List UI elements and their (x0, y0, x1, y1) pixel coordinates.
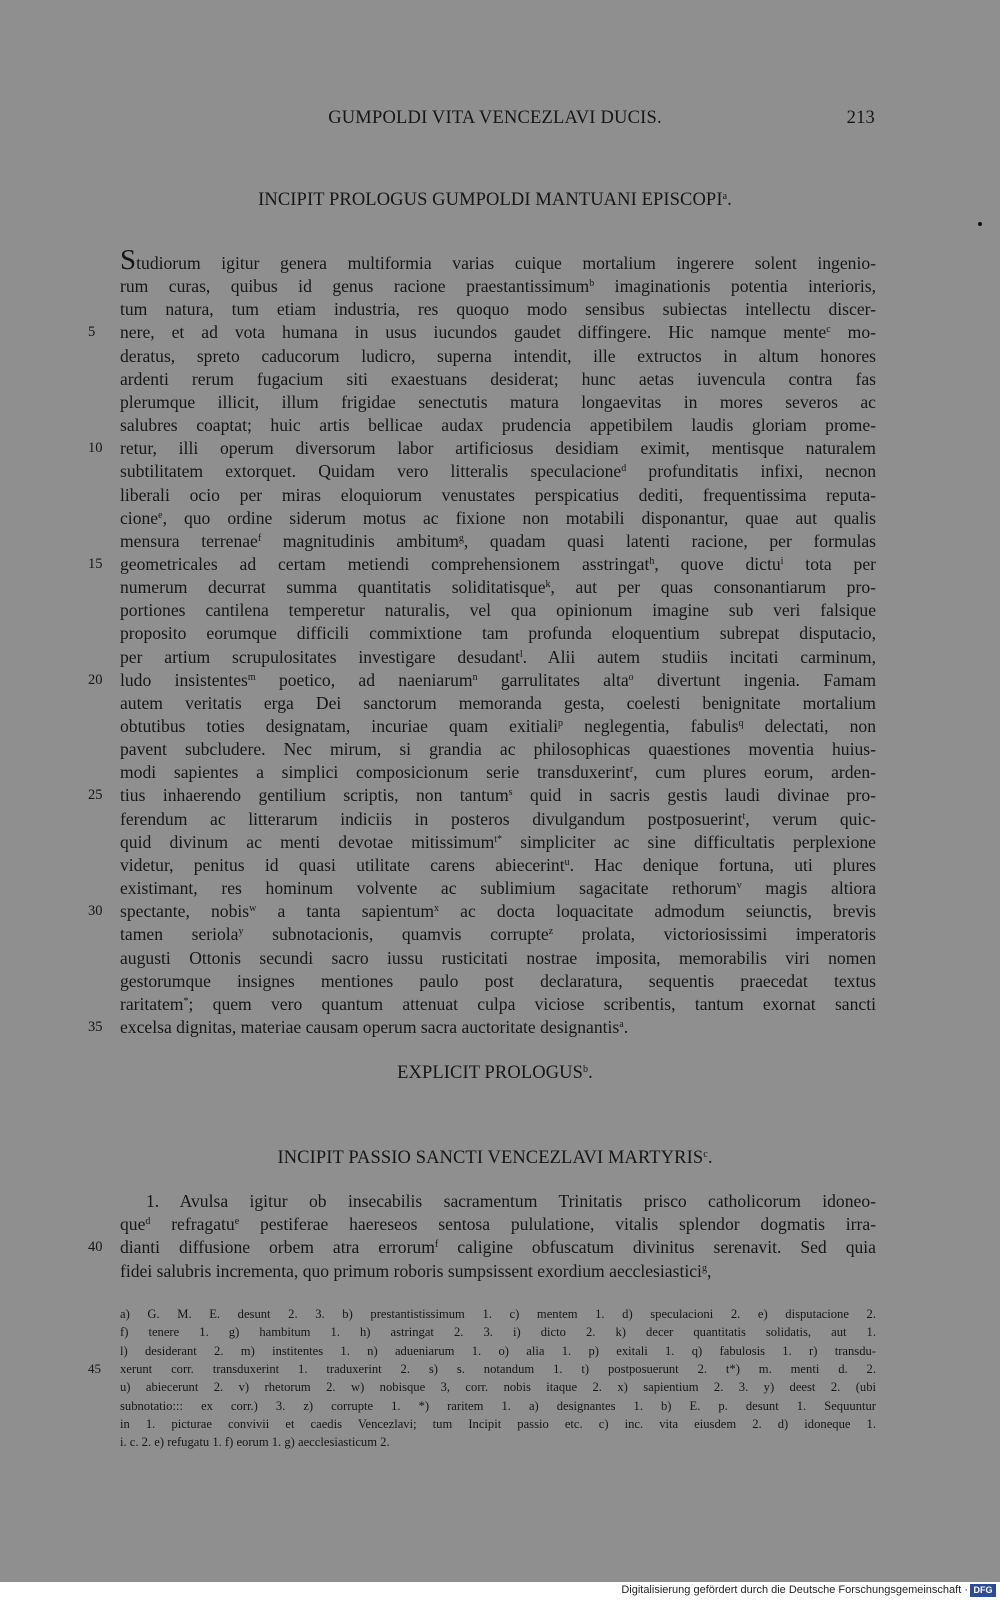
footnote-mark: h (649, 555, 655, 567)
text-run: ; quem vero quantum attenuat culpa viciose scribentis, tantum exornat sancti (188, 993, 876, 1014)
footnote-line: subnotatio::: ex corr.) 3. z) corrupte 1. *) raritem 1. a) designantes 1. b) E. p. desunt 1. Sequuntur (120, 1398, 876, 1413)
text-run: modi sapientes a simplici composicionum serie transduxerint (120, 762, 630, 783)
text-run: pavent subcludere. Nec mirum, si grandia ac philosophicas quaestiones moventia huius- (120, 739, 876, 760)
text-run: tudiorum igitur genera multiformia varias cuique mortalium ingerere solent ingenio- (136, 253, 876, 273)
text-run: quid divinum ac menti devotae mitissimum (120, 831, 495, 852)
text-line (120, 761, 876, 784)
text-run: geometricales ad certam metiendi comprehensionem asstringat (120, 553, 650, 574)
text-line (120, 784, 876, 807)
footnote-mark: * (183, 995, 189, 1007)
text-run: videtur, penitus id quasi utilitate carens abiecerint (120, 854, 565, 875)
line-number: 30 (88, 903, 103, 920)
footnote-line: in 1. picturae convivii et caedis Vencezlavi; tum Incipit passio etc. c) inc. vita eiusdem 2. d) idoneque 1. (120, 1416, 876, 1431)
footnote-mark: e (234, 1216, 240, 1228)
footnote-line: a) G. M. E. desunt 2. 3. b) prestantistissimum 1. c) mentem 1. d) speculacioni 2. e) disputacione 2. (120, 1307, 876, 1321)
footnote-mark: t* (494, 833, 503, 845)
text-line (120, 692, 876, 715)
text-run: caligine obfuscatum divinitus serenavit. Sed quia (438, 1237, 876, 1258)
text-run: neglegentia, fabulis (563, 716, 739, 736)
text-run: rum curas, quibus id genus racione praestantissimum (120, 276, 590, 297)
footnote-mark: o (628, 671, 634, 683)
text-run: numerum decurrat summa quantitatis soliditatisque (120, 577, 546, 598)
text-line (120, 1260, 876, 1283)
text-line (120, 808, 876, 831)
text-run: obtutibus toties designatam, incuriae quam exitiali (120, 716, 559, 736)
prologue-heading-text: INCIPIT PROLOGUS GUMPOLDI MANTUANI EPISCOPI (258, 190, 723, 210)
text-run: deratus, spreto caducorum ludicro, superna intendit, ille extructos in altum honores (120, 345, 876, 366)
text-line (120, 553, 876, 576)
footnote-mark: k (545, 579, 551, 591)
text-run: garrulitates alta (477, 669, 629, 690)
text-line (120, 244, 876, 276)
text-run: proposito eorumque difficili commixtione tam profunda eloquentium subrepat disputacio, (120, 623, 876, 644)
passio-heading-mark: c (703, 1149, 708, 1160)
text-line (120, 1190, 876, 1213)
explicit-heading-mark: b (583, 1064, 589, 1075)
footnote-mark: a (619, 1018, 624, 1030)
text-run: , cum plures eorum, arden- (633, 762, 877, 783)
text-run (120, 244, 876, 276)
footnote-mark: u (564, 856, 570, 868)
text-line (120, 923, 876, 946)
footnote-mark: m (247, 671, 256, 683)
footnote-mark: v (736, 880, 742, 892)
text-run: subtilitatem extorquet. Quidam vero litteralis speculacione (120, 461, 622, 482)
text-run: salubres coaptat; huic artis bellicae audax prudencia appetibilem laudis gloriam prome- (120, 415, 876, 436)
text-line (120, 507, 876, 530)
text-line (120, 460, 876, 483)
text-line (120, 321, 876, 344)
footnote-line: xerunt corr. transduxerint 1. traduxerint 2. s) s. notandum 1. t) postposuerunt 2. t*) m. menti d. 2. (120, 1361, 876, 1376)
text-run: . Alii autem studiis incitati carminum, (522, 646, 876, 667)
text-run: quid in sacris gestis laudi divinae pro- (512, 785, 876, 806)
text-run: magnitudinis ambitum (261, 530, 459, 551)
line-number: 45 (88, 1360, 101, 1376)
footnote-mark: r (629, 764, 634, 776)
text-line (120, 1236, 876, 1259)
text-run: imaginationis potentia interioris, (594, 276, 876, 297)
footnote-mark: g (701, 1262, 707, 1274)
text-line (120, 854, 876, 877)
footnote-mark: c (826, 324, 831, 336)
text-run: divertunt ingenia. Famam (633, 669, 877, 690)
text-run: liberali ocio per miras eloquiorum venustates perspicatius dediti, frequentissima reputa- (120, 484, 876, 505)
text-run: pestiferae haereseos sentosa pululatione, vitalis splendor dogmatis irra- (239, 1214, 877, 1235)
text-line (120, 1016, 876, 1039)
funding-notice: Digitalisierung gefördert durch die Deutsche Forschungsgemeinschaft · (621, 1584, 968, 1596)
text-run: subnotacionis, quamvis corrupte (243, 924, 549, 945)
text-run: autem veritatis erga Dei sanctorum memoranda gesta, coelesti benignitate mortalium (120, 692, 876, 713)
text-line (120, 437, 876, 460)
text-run: poetico, ad naeniarum (255, 669, 473, 690)
text-line (120, 970, 876, 993)
text-run: retur, illi operum diversorum labor artificiosus desidiam eximit, mentisque naturalem (120, 438, 876, 459)
text-run: , verum quic- (745, 808, 876, 829)
text-line (120, 646, 876, 669)
text-run: ardenti rerum fugacium siti exaestuans desiderat; hunc aetas iuvencula contra fas (120, 368, 876, 389)
text-run: tum natura, tum etiam industria, res quoquo modo sensibus subiectas intellectu discer- (120, 299, 876, 320)
text-run: . Hac denique fortuna, uti plures (569, 854, 876, 875)
line-number: 25 (88, 787, 103, 804)
text-run: , quove dictu (654, 553, 781, 574)
page-number: 213 (846, 108, 875, 128)
footnote-mark: d (145, 1216, 151, 1228)
footnote-mark: x (434, 903, 440, 915)
text-run: , aut per quas consonantiarum pro- (550, 577, 876, 598)
line-number: 40 (88, 1239, 103, 1256)
passio-heading-text: INCIPIT PASSIO SANCTI VENCEZLAVI MARTYRIS (277, 1148, 704, 1168)
prologue-heading-mark: a (722, 191, 728, 202)
footnote-mark: t (742, 810, 746, 822)
text-line (120, 298, 876, 321)
text-run: mo- (830, 322, 876, 343)
text-run: delectati, non (743, 716, 877, 736)
text-line (120, 576, 876, 599)
text-run: que (120, 1214, 146, 1235)
dfg-logo: DFG (970, 1584, 996, 1597)
initial-capital: S (120, 244, 137, 276)
footnote-mark: y (238, 926, 244, 938)
text-run: raritatem (120, 993, 184, 1014)
text-run: magis altiora (741, 878, 876, 899)
text-run: ac docta loquacitate admodum seiunctis, brevis (439, 901, 876, 922)
running-title: GUMPOLDI VITA VENCEZLAVI DUCIS. (328, 108, 662, 128)
explicit-heading-text: EXPLICIT PROLOGUS (397, 1063, 584, 1083)
text-line (120, 831, 876, 854)
text-run: , quo ordine siderum motus ac fixione non motabili disponantur, quae aut qualis (162, 507, 876, 528)
footnote-mark: g (458, 532, 464, 544)
footnote-line: i. c. 2. e) refugatu 1. f) eorum 1. g) aecclesiasticum 2. (120, 1435, 390, 1450)
text-run: plerumque illicit, illum frigidae senectutis matura longaevitas in mores severos ac (120, 391, 876, 412)
line-number: 15 (88, 555, 103, 572)
line-number: 10 (88, 440, 103, 457)
text-line (120, 414, 876, 437)
footnote-mark: l (519, 648, 523, 660)
text-line (120, 1213, 876, 1236)
line-number: 20 (88, 671, 103, 688)
text-run: prolata, victoriosissimi imperatoris (553, 924, 876, 945)
footnote-mark: w (249, 903, 257, 915)
scan-speck (978, 222, 982, 226)
line-number: 5 (88, 324, 96, 341)
text-line (120, 622, 876, 645)
footnote-line: l) desiderant 2. m) institentes 1. n) adueniarum 1. o) alia 1. p) exitali 1. q) fabulosis 1. r) transdu- (120, 1343, 876, 1358)
text-run: ferendum ac litterarum indiciis in posteros divulgandum postposuerint (120, 808, 743, 829)
text-line (120, 900, 876, 923)
text-run: nere, et ad vota humana in usus iucundos gaudet diffingere. Hic namque mente (120, 322, 827, 343)
text-run: excelsa dignitas, materiae causam operum sacra auctoritate designantis (120, 1016, 620, 1037)
text-line (120, 530, 876, 553)
text-run: profunditatis infixi, necnon (626, 461, 876, 482)
text-line (120, 345, 876, 368)
text-line (120, 993, 876, 1016)
text-run: ludo insistentes (120, 669, 248, 690)
text-run: a tanta sapientum (256, 901, 435, 922)
text-run: tota per (783, 553, 876, 574)
text-run: refragatu (150, 1214, 235, 1235)
footnote-mark: z (548, 926, 554, 938)
footnote-line: f) tenere 1. g) hambitum 1. h) astringat 2. 3. i) dicto 2. k) decer quantitatis solidatis, aut 1. (120, 1325, 876, 1340)
footnote-mark: d (621, 463, 627, 475)
text-run: , quadam quasi latenti racione, per formulas (463, 530, 876, 551)
footnote-mark: e (158, 509, 163, 521)
text-run: tius inhaerendo gentilium scriptis, non tantum (120, 785, 509, 806)
text-line (120, 599, 876, 622)
text-run: , (706, 1260, 712, 1281)
text-line (120, 715, 876, 738)
footnote-mark: n (472, 671, 478, 683)
text-line (120, 669, 876, 692)
text-run: per artium scrupulositates investigare desudant (120, 646, 520, 667)
footnote-mark: s (508, 787, 513, 799)
running-header (115, 108, 875, 132)
text-run: gestorumque insignes mentiones paulo post declaratura, sequentis praecedat textus (120, 970, 876, 991)
text-run: simpliciter ac sine difficultatis perplexione (502, 831, 876, 852)
text-run: cione (120, 507, 159, 528)
footnote-mark: i (780, 555, 784, 567)
text-line (120, 275, 876, 298)
footnote-mark: p (558, 718, 564, 729)
passio-heading: INCIPIT PASSIO SANCTI VENCEZLAVI MARTYRIS$^c$. (277, 1148, 713, 1168)
text-line (120, 484, 876, 507)
text-line (120, 947, 876, 970)
text-run: spectante, nobis (120, 901, 250, 922)
line-number: 35 (88, 1018, 103, 1035)
footnote-mark: q (738, 718, 744, 729)
text-run: dianti diffusione orbem atra errorum (120, 1237, 435, 1258)
text-run: tamen seriola (120, 924, 239, 945)
prologue-heading: INCIPIT PROLOGUS GUMPOLDI MANTUANI EPISCOPI$^a$. (258, 190, 732, 210)
text-line (120, 391, 876, 414)
text-line (120, 738, 876, 761)
footnote-mark: b (589, 278, 595, 290)
footnote-mark: f (257, 532, 262, 544)
text-run: portiones cantilena temperetur naturalis, vel qua opinionum imagine sub veri falsique (120, 600, 876, 621)
text-run: fidei salubris incrementa, quo primum roboris sumpsissent exordium aecclesiastici (120, 1260, 702, 1281)
text-run: existimant, res hominum volvente ac sublimium sagacitate rethorum (120, 878, 737, 899)
text-run: . (623, 1016, 629, 1037)
text-run: augusti Ottonis secundi sacro iussu rusticitati nostrae imposita, memorabilis viri nomen (120, 947, 876, 968)
text-line (120, 877, 876, 900)
explicit-heading: EXPLICIT PROLOGUS$^b$. (397, 1063, 593, 1083)
text-line (120, 368, 876, 391)
footnote-mark: f (434, 1239, 439, 1251)
text-run: 1. Avulsa igitur ob insecabilis sacramentum Trinitatis prisco catholicorum idoneo- (146, 1191, 876, 1211)
text-run: mensura terrenae (120, 530, 258, 551)
footnote-line: u) abiecerunt 2. v) rhetorum 2. w) nobisque 3, corr. nobis itaque 2. x) sapientium 2. 3. y) deest 2. (ubi (120, 1380, 876, 1395)
